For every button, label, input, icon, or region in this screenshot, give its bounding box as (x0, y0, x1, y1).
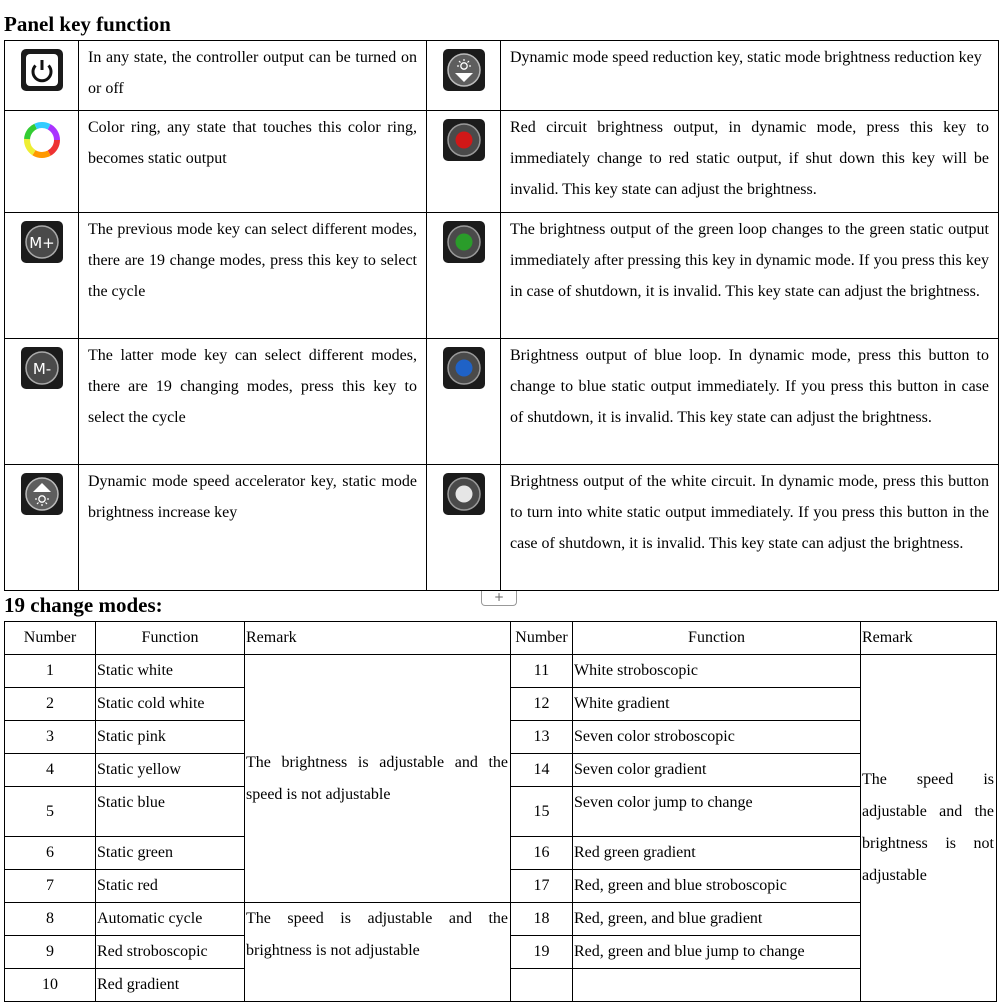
white-button-icon (443, 473, 485, 515)
mode-number: 10 (5, 969, 96, 1002)
mode-number: 9 (5, 936, 96, 969)
mode-number: 5 (5, 787, 96, 837)
mode-number: 11 (511, 655, 573, 688)
panel-key-function-heading: Panel key function (4, 12, 171, 36)
mode-number: 12 (511, 688, 573, 721)
column-header-remark: Remark (861, 622, 997, 655)
empty-cell (511, 969, 573, 1002)
key-description: Dynamic mode speed accelerator key, static mode brightness increase key (79, 465, 427, 591)
table-header-row (5, 622, 997, 655)
mode-function: Seven color gradient (573, 754, 861, 787)
mode-number: 16 (511, 837, 573, 870)
mode-function: Red stroboscopic (96, 936, 245, 969)
mode-function: Seven color stroboscopic (573, 721, 861, 754)
mode-function: Automatic cycle (96, 903, 245, 936)
key-description: Color ring, any state that touches this color ring, becomes static output (79, 111, 427, 213)
mode-function: Red, green and blue stroboscopic (573, 870, 861, 903)
column-header-function: Function (573, 622, 861, 655)
column-header-number: Number (5, 622, 96, 655)
remark-dynamic: The speed is adjustable and the brightness is not adjustable (245, 903, 511, 1002)
key-row (5, 213, 999, 339)
key-row (5, 465, 999, 591)
mode-number: 8 (5, 903, 96, 936)
mode-function: Seven color jump to change (573, 787, 861, 837)
brightness-up-icon (21, 473, 63, 515)
key-row (5, 41, 999, 111)
svg-text:M-: M- (32, 360, 51, 378)
mode-number: 17 (511, 870, 573, 903)
mode-minus-icon (21, 347, 63, 389)
mode-function: White stroboscopic (573, 655, 861, 688)
key-row (5, 339, 999, 465)
mode-plus-icon (21, 221, 63, 263)
mode-function: Static red (96, 870, 245, 903)
red-button-icon (443, 119, 485, 161)
mode-function: Red, green, and blue gradient (573, 903, 861, 936)
key-description: Brightness output of blue loop. In dynamic mode, press this button to change to blue static output immediately. If you press this button in case of shutdown, it is invalid. This key state can adjust the brightness. (501, 339, 999, 465)
empty-cell (573, 969, 861, 1002)
mode-number: 13 (511, 721, 573, 754)
mode-function: Red green gradient (573, 837, 861, 870)
green-button-icon (443, 221, 485, 263)
mode-number: 19 (511, 936, 573, 969)
svg-text:M+: M+ (28, 234, 55, 252)
mode-function: Static pink (96, 721, 245, 754)
mode-function: Static blue (96, 787, 245, 837)
change-modes-table (4, 621, 997, 1002)
key-description: Dynamic mode speed reduction key, static mode brightness reduction key (501, 41, 999, 111)
key-row (5, 111, 999, 213)
remark-static: The brightness is adjustable and the speed is not adjustable (245, 655, 511, 903)
key-description: Brightness output of the white circuit. In dynamic mode, press this button to turn into white static output immediately. If you press this button in the case of shutdown, it is invalid. This key state can adjust the brightness. (501, 465, 999, 591)
mode-number: 3 (5, 721, 96, 754)
mode-number: 14 (511, 754, 573, 787)
mode-number: 18 (511, 903, 573, 936)
mode-function: White gradient (573, 688, 861, 721)
mode-function: Static green (96, 837, 245, 870)
mode-number: 1 (5, 655, 96, 688)
mode-number: 15 (511, 787, 573, 837)
mode-number: 6 (5, 837, 96, 870)
table-row (5, 903, 997, 936)
column-header-function: Function (96, 622, 245, 655)
table-row (5, 655, 997, 688)
mode-number: 4 (5, 754, 96, 787)
blue-button-icon (443, 347, 485, 389)
modes-heading: 19 change modes: (4, 593, 163, 617)
mode-number: 7 (5, 870, 96, 903)
mode-number: 2 (5, 688, 96, 721)
brightness-down-icon (443, 49, 485, 91)
remark-dynamic: The speed is adjustable and the brightness is not adjustable (861, 655, 997, 1002)
mode-function: Static cold white (96, 688, 245, 721)
key-description: The brightness output of the green loop changes to the green static output immediately after pressing this key in dynamic mode. If you press this key in case of shutdown, it is invalid. This key state can adjust the brightness. (501, 213, 999, 339)
color-ring-icon (21, 119, 63, 161)
key-description: Red circuit brightness output, in dynamic mode, press this key to immediately change to red static output, if shut down this key will be invalid. This key state can adjust the brightness. (501, 111, 999, 213)
mode-function: Static white (96, 655, 245, 688)
key-description: In any state, the controller output can be turned on or off (79, 41, 427, 111)
key-description: The previous mode key can select different modes, there are 19 change modes, press this key to select the cycle (79, 213, 427, 339)
key-description: The latter mode key can select different modes, there are 19 changing modes, press this key to select the cycle (79, 339, 427, 465)
column-header-remark: Remark (245, 622, 511, 655)
power-icon (21, 49, 63, 91)
panel-key-table (4, 40, 999, 591)
add-row-handle[interactable]: + (481, 591, 517, 606)
mode-function: Red, green and blue jump to change (573, 936, 861, 969)
mode-function: Red gradient (96, 969, 245, 1002)
column-header-number: Number (511, 622, 573, 655)
mode-function: Static yellow (96, 754, 245, 787)
